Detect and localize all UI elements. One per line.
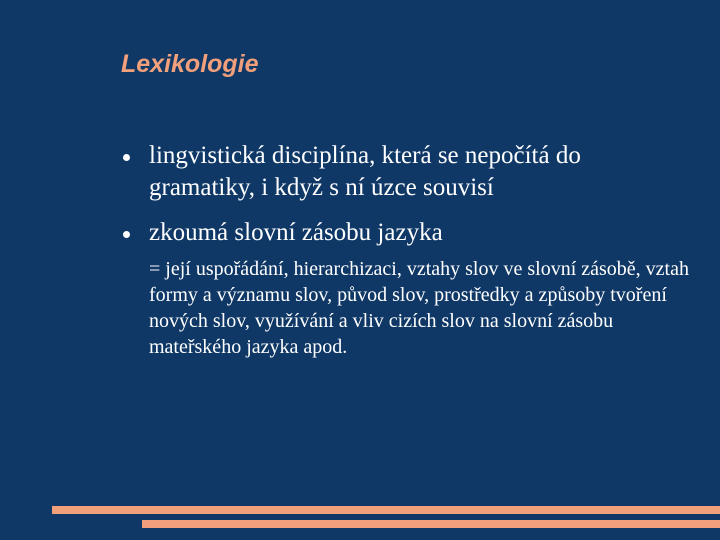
bullet-text: lingvistická disciplína, která se nepočítá do gramatiky, i když s ní úzce souvisí xyxy=(149,142,581,201)
slide-title: Lexikologie xyxy=(121,50,259,78)
bullet-dot-icon xyxy=(123,231,130,238)
bullet-item xyxy=(123,140,683,204)
decorative-bar-bottom xyxy=(142,520,720,528)
bullet-text: zkoumá slovní zásobu jazyka xyxy=(149,219,443,246)
bullet-dot-icon xyxy=(123,154,130,161)
decorative-bar-top xyxy=(52,506,720,514)
sub-paragraph: = její uspořádání, hierarchizaci, vztahy slov ve slovní zásobě, vztah formy a významu slov, původ slov, prostředky a způsoby tvoření nových slov, využívání a vliv cizích slov na slovní zásobu mateřského jazyka apod. xyxy=(149,258,689,358)
bullet-item xyxy=(123,217,683,249)
bullet-list xyxy=(123,140,683,262)
